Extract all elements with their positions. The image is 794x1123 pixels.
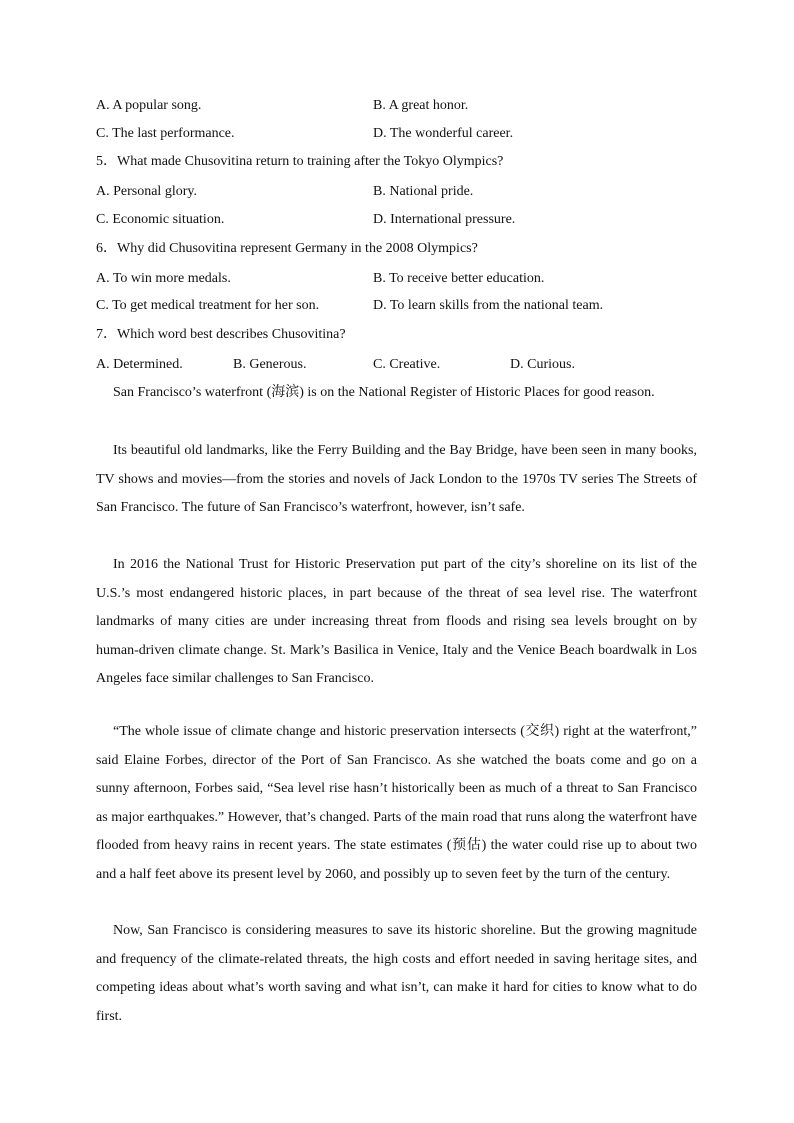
q6-option-a: A. To win more medals. <box>96 271 231 286</box>
q4-option-a: A. A popular song. <box>96 98 202 113</box>
q5-option-c: C. Economic situation. <box>96 212 225 227</box>
passage-paragraph-2: Its beautiful old landmarks, like the Ferry Building and the Bay Bridge, have been seen in many books, TV shows and movies—from the stories and novels of Jack London to the 1970s TV series The Streets of San Francisco. The future of San Francisco’s waterfront, however, isn’t safe. <box>96 443 697 515</box>
q7-stem: 7．Which word best describes Chusovitina? <box>96 327 346 342</box>
q5-option-b: B. National pride. <box>373 184 474 199</box>
q4-option-d: D. The wonderful career. <box>373 126 514 141</box>
q5-stem: 5．What made Chusovitina return to training after the Tokyo Olympics? <box>96 154 504 169</box>
q7-option-b: B. Generous. <box>233 357 307 372</box>
q5-option-d: D. International pressure. <box>373 212 516 227</box>
passage-paragraph-1: San Francisco’s waterfront (海滨) is on the National Register of Historic Places for good reason. <box>113 385 655 400</box>
q6-options-row-2 <box>96 296 604 316</box>
q5-options-row-2 <box>96 210 516 230</box>
q4-option-c: C. The last performance. <box>96 126 235 141</box>
q6-option-b: B. To receive better education. <box>373 271 545 286</box>
passage-paragraph-4: “The whole issue of climate change and historic preservation intersects (交织) right at the waterfront,” said Elaine Forbes, director of the Port of San Francisco. As she watched the boats come and go on a sunny afternoon, Forbes said, “Sea level rise hasn’t historically been as much of a threat to San Francisco as major earthquakes.” However, that’s changed. Parts of the main road that runs along the waterfront have flooded from heavy rains in recent years. The state estimates (预估) the water could rise up to about two and a half feet above its present level by 2060, and possibly up to seven feet by the turn of the century. <box>96 724 697 882</box>
q6-option-c: C. To get medical treatment for her son. <box>96 298 320 313</box>
q6-stem: 6．Why did Chusovitina represent Germany in the 2008 Olympics? <box>96 241 478 256</box>
passage-paragraph-3: In 2016 the National Trust for Historic Preservation put part of the city’s shoreline on its list of the U.S.’s most endangered historic places, in part because of the threat of sea level rise. The waterfront landmarks of many cities are under increasing threat from floods and rising sea levels brought on by human-driven climate change. St. Mark’s Basilica in Venice, Italy and the Venice Beach boardwalk in Los Angeles face similar challenges to San Francisco. <box>96 557 697 686</box>
q4-options-row-1 <box>96 96 469 116</box>
q6-option-d: D. To learn skills from the national team. <box>373 298 604 313</box>
q7-option-a: A. Determined. <box>96 357 183 372</box>
q5-option-a: A. Personal glory. <box>96 184 197 199</box>
q7-option-d: D. Curious. <box>510 357 575 372</box>
passage-paragraph-5: Now, San Francisco is considering measures to save its historic shoreline. But the growing magnitude and frequency of the climate-related threats, the high costs and effort needed in saving heritage sites, and competing ideas about what’s worth saving and what isn’t, can make it hard for cities to know what to do first. <box>96 923 697 1024</box>
q4-option-b: B. A great honor. <box>373 98 469 113</box>
q7-option-c: C. Creative. <box>373 357 441 372</box>
q4-options-row-2 <box>96 124 514 144</box>
q5-options-row-1 <box>96 182 474 202</box>
q6-options-row-1 <box>96 269 545 289</box>
